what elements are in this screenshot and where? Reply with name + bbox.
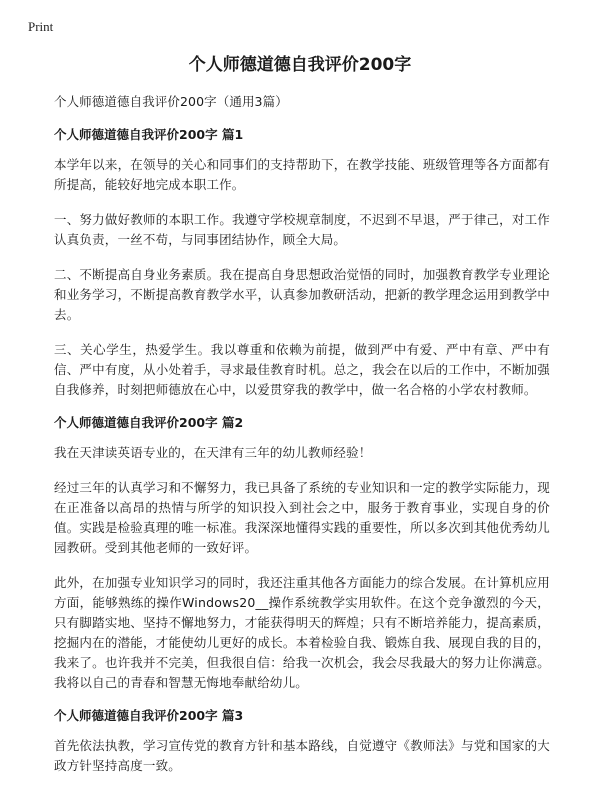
- section-heading: 个人师德道德自我评价200字 篇3: [54, 708, 244, 723]
- paragraph: 本学年以来，在领导的关心和同事们的支持帮助下，在教学技能、班级管理等各方面都有所提高，能较好地完成本职工作。: [54, 157, 550, 192]
- paragraph: 一、努力做好教师的本职工作。我遵守学校规章制度，不迟到不早退，严于律己，对工作认真负责，一丝不苟，与同事团结协作，顾全大局。: [54, 212, 550, 247]
- paragraph: 二、不断提高自身业务素质。我在提高自身思想政治觉悟的同时，加强教育教学专业理论和业务学习，不断提高教育教学水平，认真参加教研活动，把新的教学理念运用到教学中去。: [54, 267, 550, 322]
- print-link[interactable]: Print: [28, 19, 54, 34]
- section-2: [54, 415, 550, 693]
- document-subtitle: 个人师德道德自我评价200字（通用3篇）: [54, 94, 288, 109]
- paragraph: 经过三年的认真学习和不懈努力，我已具备了系统的专业知识和一定的教学实际能力，现在正准备以高昂的热情与所学的知识投入到社会之中，服务于教育事业，实现自身的价值。实践是检验真理的唯一标准。我深深地懂得实践的重要性，所以多次到其他优秀幼儿园教研。受到其他老师的一致好评。: [54, 480, 550, 555]
- section-heading: 个人师德道德自我评价200字 篇2: [54, 415, 244, 430]
- document-body: [54, 94, 550, 791]
- paragraph: 此外，在加强专业知识学习的同时，我还注重其他各方面能力的综合发展。在计算机应用方面，能够熟练的操作Windows20__操作系统教学实用软件。在这个竞争激烈的今天，只有脚踏实地、坚持不懈地努力，才能获得明天的辉煌；只有不断培养能力，提高素质，挖掘内在的潜能，才能使幼儿更好的成长。本着检验自我、锻炼自我、展现自我的目的，我来了。也许我并不完美，但我很自信：给我一次机会，我会尽我最大的努力让你满意。我将以自己的青春和智慧无悔地奉献给幼儿。: [54, 575, 550, 690]
- page-title: 个人师德道德自我评价200字: [188, 55, 412, 75]
- section-heading: 个人师德道德自我评价200字 篇1: [54, 127, 244, 142]
- paragraph: 三、关心学生，热爱学生。我以尊重和依赖为前提，做到严中有爱、严中有章、严中有信、严中有度，从小处着手，寻求最佳教育时机。总之，我会在以后的工作中，不断加强自我修养，时刻把师德放在心中，以爱贯穿我的教学中，做一名合格的小学农村教师。: [54, 342, 550, 397]
- paragraph: 首先依法执教，学习宣传党的教育方针和基本路线，自觉遵守《教师法》与党和国家的大政方针坚持高度一致。: [54, 738, 550, 773]
- section-1: [54, 127, 550, 400]
- section-3: [54, 708, 550, 776]
- paragraph: 我在天津读英语专业的，在天津有三年的幼儿教师经验！: [54, 445, 372, 460]
